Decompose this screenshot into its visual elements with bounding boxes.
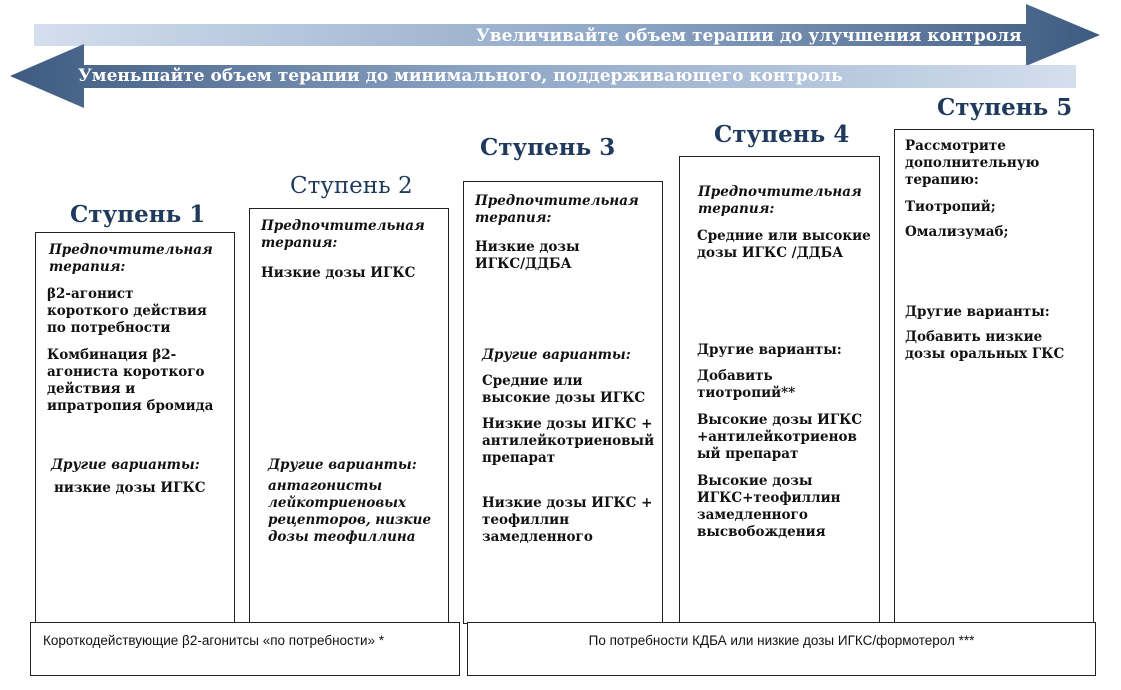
step-3-preferred-label: Предпочтительная терапия:: [475, 193, 639, 226]
step-5-title: Ступень 5: [937, 94, 1073, 121]
step-4-other-label: Другие варианты:: [697, 342, 842, 358]
step-1-preferred-item-2: Комбинация β2-агониста короткого действия и ипратропия бромида: [47, 347, 214, 414]
step-1-other-item-1: низкие дозы ИГКС: [54, 480, 206, 496]
step-4-other-item-1: Добавить тиотропий**: [697, 368, 796, 401]
step-5-preferred-label: Рассмотрите дополнительную терапию:: [905, 138, 1040, 188]
step-2-preferred-item-1: Низкие дозы ИГКС: [261, 265, 416, 281]
footer-right-text: По потребности КДБА или низкие дозы ИГКС/формотерол ***: [588, 632, 975, 648]
footer-left-box: [30, 622, 460, 676]
step-4-preferred-item-1: Средние или высокие дозы ИГКС /ДДБА: [697, 228, 871, 261]
footer-left-text: Короткодействующие β2-агонитсы «по потребности» *: [43, 632, 385, 648]
step-2-title: Ступень 2: [290, 173, 413, 199]
step-4-title: Ступень 4: [714, 121, 850, 148]
footer-right-box: [467, 622, 1096, 676]
step-1-preferred-item-1: β2-агонист короткого действия по потребности: [47, 286, 207, 336]
step-5-preferred-item-2: Омализумаб;: [905, 224, 1009, 240]
decrease-therapy-arrow: [10, 44, 1076, 108]
increase-therapy-label: Увеличивайте объем терапии до улучшения контроля: [476, 26, 1022, 46]
decrease-therapy-label: Уменьшайте объем терапии до минимального, поддерживающего контроль: [78, 66, 843, 86]
step-1-other-label: Другие варианты:: [51, 457, 200, 473]
step-1-preferred-label: Предпочтительная терапия:: [49, 242, 213, 275]
step-2-other-label: Другие варианты:: [268, 457, 417, 473]
step-4-other-item-2: Высокие дозы ИГКС+антилейкотриеновый препарат: [697, 412, 863, 462]
step-5-preferred-item-1: Тиотропий;: [905, 199, 996, 215]
step-4-other-item-3: Высокие дозы ИГКС+теофиллин замедленного высвобождения: [697, 473, 841, 540]
step-4-preferred-label: Предпочтительная терапия:: [698, 184, 862, 217]
step-5-other-item-1: Добавить низкие дозы оральных ГКС: [905, 329, 1065, 362]
step-2-preferred-label: Предпочтительная терапия:: [261, 218, 425, 251]
step-3-title: Ступень 3: [480, 134, 616, 161]
step-1-title: Ступень 1: [70, 201, 206, 228]
step-3-other-item-3: Низкие дозы ИГКС + теофиллин замедленного: [482, 495, 653, 545]
step-2-other-item-1: антагонисты лейкотриеновых рецепторов, низкие дозы теофиллина: [268, 478, 432, 545]
step-3-preferred-item-1: Низкие дозы ИГКС/ДДБА: [475, 239, 580, 272]
step-5-other-label: Другие варианты:: [905, 304, 1050, 320]
step-3-other-item-1: Средние или высокие дозы ИГКС: [482, 373, 646, 406]
step-3-other-item-2: Низкие дозы ИГКС + антилейкотриеновый препарат: [482, 416, 655, 466]
step-3-other-label: Другие варианты:: [482, 347, 631, 363]
